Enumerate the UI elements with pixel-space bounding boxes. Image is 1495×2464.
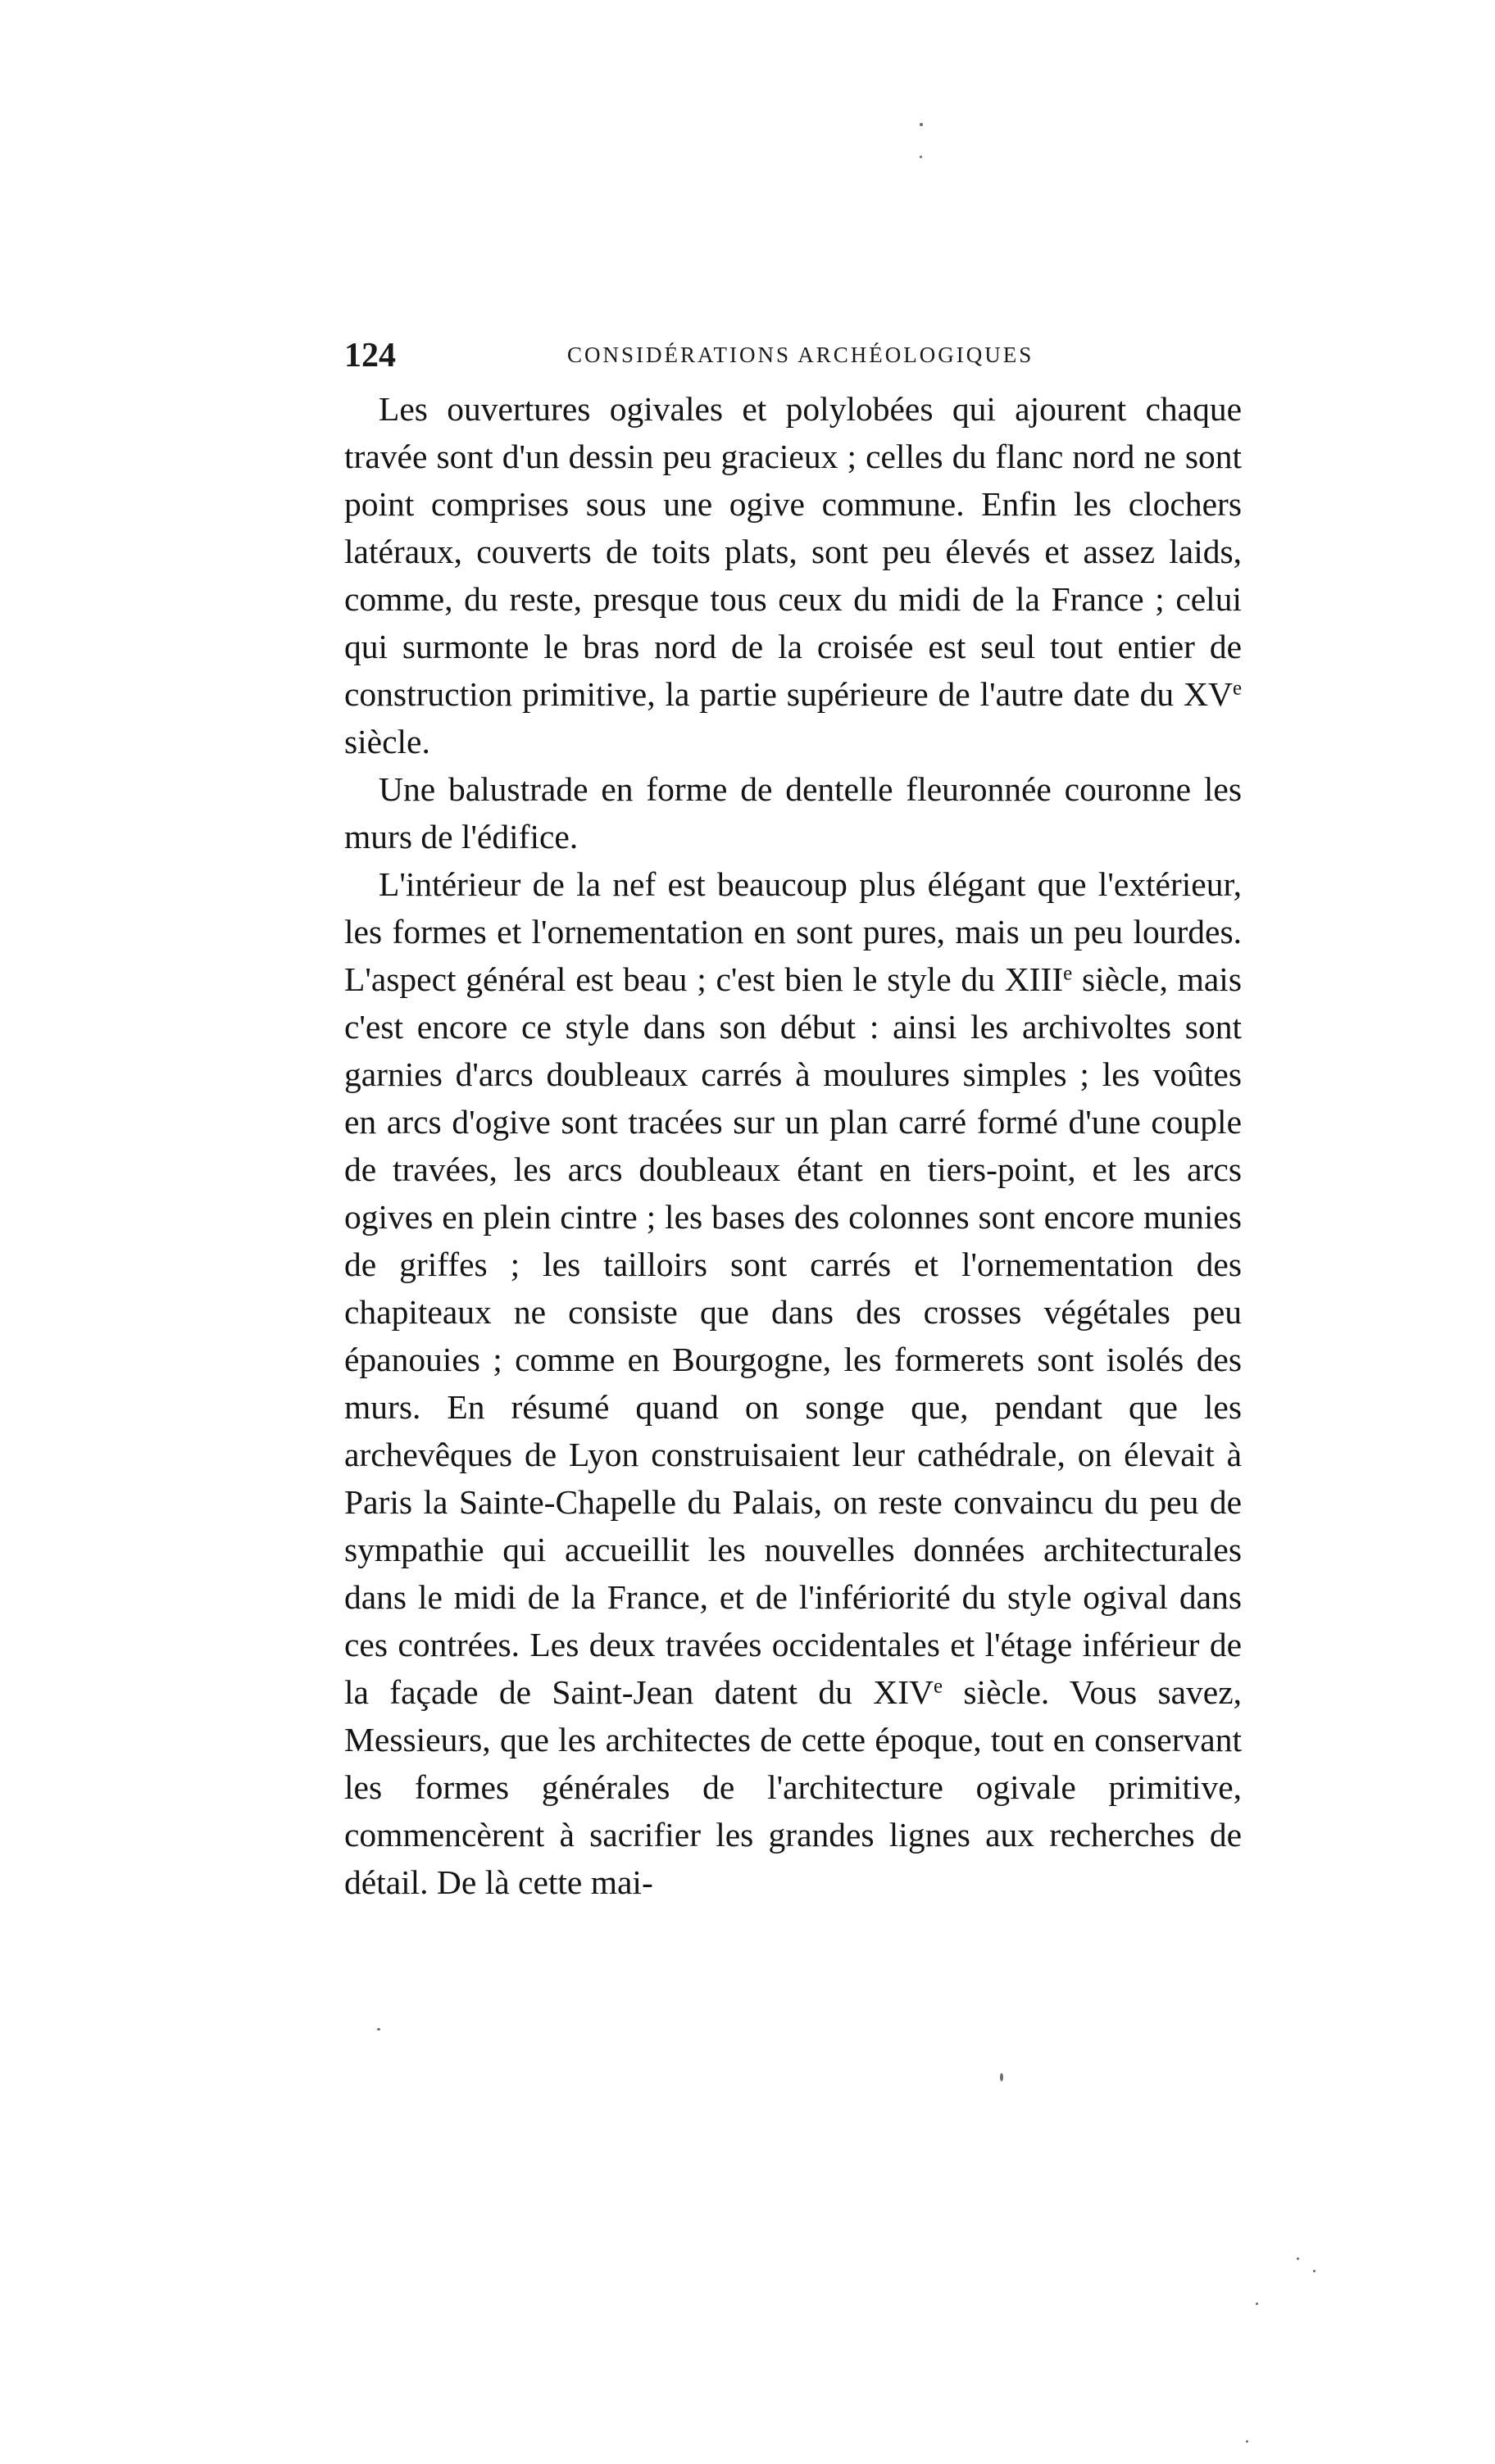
paragraph-2-text: Une balustrade en forme de dentelle fleuronnée couronne les murs de l'édifice. <box>344 770 1242 855</box>
paragraph-3 <box>344 860 1242 1906</box>
superscript: e <box>1232 677 1242 700</box>
scan-speck <box>1297 2258 1299 2260</box>
scan-speck <box>377 2028 380 2031</box>
scan-speck <box>920 156 922 158</box>
superscript: e <box>933 1675 943 1698</box>
scan-speck <box>1246 2440 1248 2443</box>
paragraph-2 <box>344 765 1242 860</box>
paragraph-1-tail: siècle. <box>344 723 430 760</box>
running-head: CONSIDÉRATIONS ARCHÉOLOGIQUES <box>567 343 1034 367</box>
paragraph-3-tail: siècle. Vous savez, Messieurs, que les architectes de cette époque, tout en conservant les formes générales de l'architecture ogivale primitive, commencèrent à sacrifier les grandes lignes aux recherches de détail. De là cette mai- <box>344 1673 1242 1901</box>
paragraph-1 <box>344 385 1242 765</box>
scan-speck <box>1256 2303 1258 2305</box>
scan-speck <box>1313 2270 1316 2272</box>
scan-speck <box>1000 2073 1003 2081</box>
superscript: e <box>1063 962 1073 985</box>
paragraph-3-text: L'intérieur de la nef est beaucoup plus élégant que l'extérieur, les formes et l'ornementation en sont pures, mais un peu lourdes. L'aspect général est beau ; c'est bien le style du XIII <box>344 865 1242 998</box>
page-header <box>344 336 1270 385</box>
scan-speck <box>920 123 923 126</box>
page-number: 124 <box>344 337 396 374</box>
paragraph-3-middle: siècle, mais c'est encore ce style dans son début : ainsi les archivoltes sont garnies d'arcs doubleaux carrés à moulures simples ; les voûtes en arcs d'ogive sont tracées sur un plan carré formé d'une couple de travées, les arcs doubleaux étant en tiers-point, et les arcs ogives en plein cintre ; les bases des colonnes sont encore munies de griffes ; les tailloirs sont carrés et l'ornementation des chapiteaux ne consiste que dans des crosses végétales peu épanouies ; comme en Bourgogne, les formerets sont isolés des murs. En résumé quand on songe que, pendant que les archevêques de Lyon construisaient leur cathédrale, on élevait à Paris la Sainte-Chapelle du Palais, on reste convaincu du peu de sympathie qui accueillit les nouvelles données architecturales dans le midi de la France, et de l'infériorité du style ogival dans ces contrées. Les deux travées occidentales et l'étage inférieur de la façade de Saint-Jean datent du XIV <box>344 960 1242 1711</box>
body-text <box>344 385 1242 1906</box>
paragraph-1-text: Les ouvertures ogivales et polylobées qui ajourent chaque travée sont d'un dessin peu gracieux ; celles du flanc nord ne sont point comprises sous une ogive commune. Enfin les clochers latéraux, couverts de toits plats, sont peu élevés et assez laids, comme, du reste, presque tous ceux du midi de la France ; celui qui surmonte le bras nord de la croisée est seul tout entier de construction primitive, la partie supérieure de l'autre date du XV <box>344 390 1242 713</box>
